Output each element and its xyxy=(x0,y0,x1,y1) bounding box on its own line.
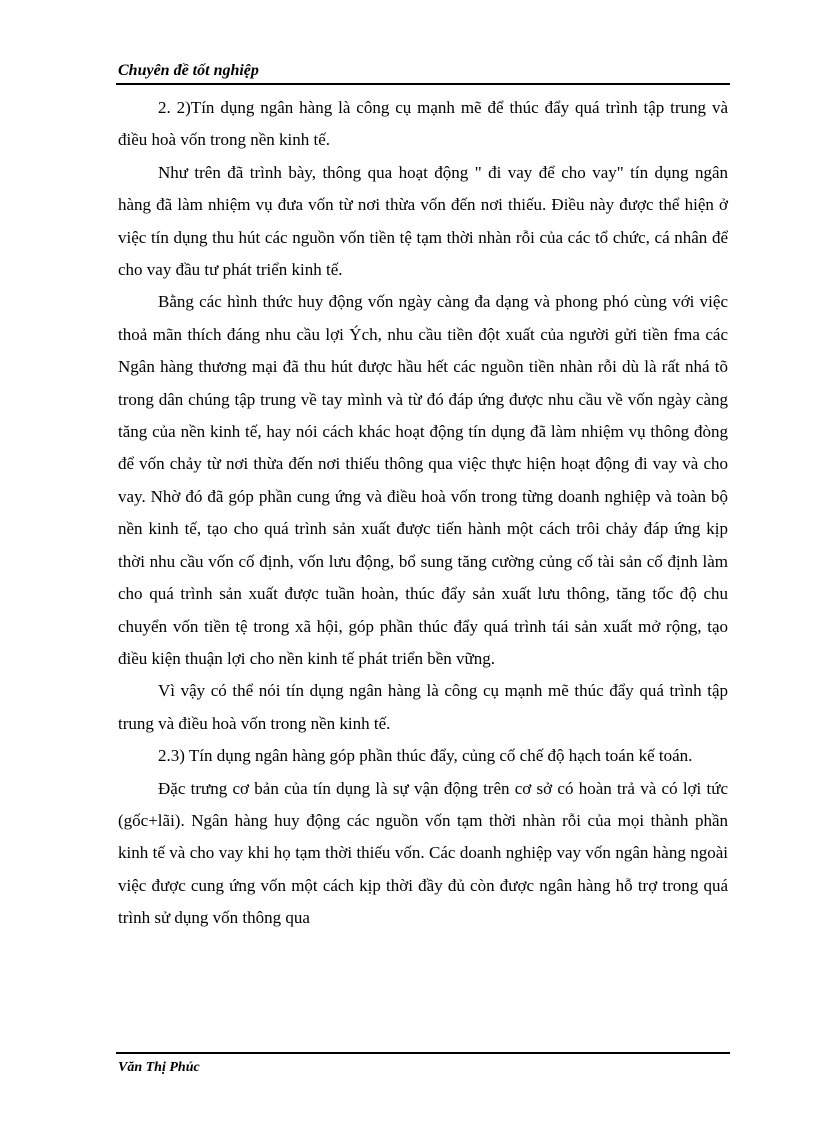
paragraph: Như trên đã trình bày, thông qua hoạt động " đi vay để cho vay" tín dụng ngân hàng đã làm nhiệm vụ đưa vốn từ nơi thừa vốn đến nơi thiếu. Điều này được thể hiện ở việc tín dụng thu hút các nguồn vốn tiền tệ tạm thời nhàn rỗi của các tổ chức, cá nhân để cho vay đầu tư phát triển kinh tế. xyxy=(118,162,728,280)
page-header-title: Chuyên đề tốt nghiệp xyxy=(118,62,259,79)
header-divider xyxy=(116,83,730,85)
paragraph: Bằng các hình thức huy động vốn ngày càng đa dạng và phong phó cùng với việc thoả mãn thích đáng nhu cầu lợi Ých, nhu cầu tiền đột xuất của người gửi tiền fma các Ngân hàng thương mại đã thu hút được hầu hết các nguồn tiền nhàn rỗi dù là rất nhá tõ trong dân chúng tập trung về tay mình và từ đó đáp ứng được nhu cầu về vốn ngày càng tăng của nền kinh tế, hay nói cách khác hoạt động tín dụng đã làm nhiệm vụ thông đòng để vốn chảy từ nơi thừa đến nơi thiếu thông qua việc thực hiện hoạt động đi vay và cho vay. Nhờ đó đã góp phần cung ứng và điều hoà vốn trong từng doanh nghiệp và toàn bộ nền kinh tế, tạo cho quá trình sản xuất được tiến hành một cách trôi chảy đáp ứng kịp thời nhu cầu vốn cố định, vốn lưu động, bổ sung tăng cường củng cố tài sản cố định làm cho quá trình sản xuất được tuần hoàn, thúc đẩy sản xuất lưu thông, tăng tốc độ chu chuyển vốn tiền tệ trong xã hội, góp phần thúc đẩy quá trình tái sản xuất mở rộng, tạo điều kiện thuận lợi cho nền kinh tế phát triển bền vững. xyxy=(118,292,728,668)
paragraph-section-2-3-heading: 2.3) Tín dụng ngân hàng góp phần thúc đẩy, củng cố chế độ hạch toán kế toán. xyxy=(158,746,693,766)
paragraph: Vì vậy có thể nói tín dụng ngân hàng là công cụ mạnh mẽ thúc đẩy quá trình tập trung và điều hoà vốn trong nền kinh tế. xyxy=(118,681,728,733)
footer-author: Văn Thị Phúc xyxy=(118,1060,200,1075)
paragraph-section-2-2-heading: 2. 2)Tín dụng ngân hàng là công cụ mạnh mẽ để thúc đẩy quá trình tập trung và điều hoà vốn trong nền kinh tế. xyxy=(118,98,728,150)
paragraph: Đặc trưng cơ bản của tín dụng là sự vận động trên cơ sở có hoàn trả và có lợi tức (gốc+lãi). Ngân hàng huy động các nguồn vốn tạm thời nhàn rỗi của mọi thành phần kinh tế và cho vay khi họ tạm thời thiếu vốn. Các doanh nghiệp vay vốn ngân hàng ngoài việc được cung ứng vốn một cách kịp thời đầy đủ còn được ngân hàng hỗ trợ trong quá trình sử dụng vốn thông qua xyxy=(118,778,728,928)
footer-divider xyxy=(116,1052,730,1054)
document-body xyxy=(118,92,728,935)
